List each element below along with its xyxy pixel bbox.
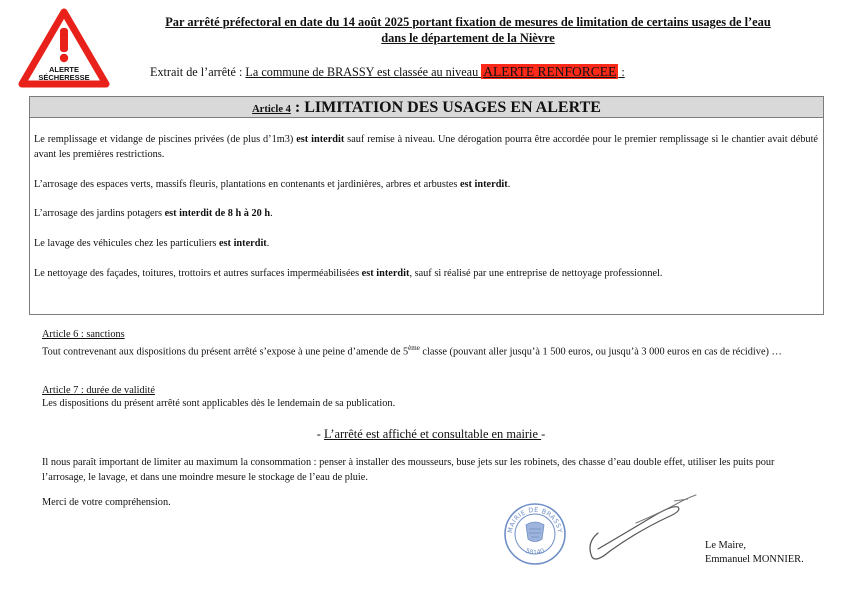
prefectoral-order-title <box>118 14 818 46</box>
rule-text: L’arrosage des jardins potagers <box>34 208 165 219</box>
article-6-title: Article 6 : sanctions <box>42 329 125 340</box>
rule-bold: est interdit <box>296 134 345 145</box>
title-line-1: Par arrêté préfectoral en date du 14 août 2025 portant fixation de mesures de limitation de certains usages de l’eau <box>165 15 771 29</box>
signer-name: Emmanuel MONNIER. <box>705 554 804 565</box>
extract-commune: La commune de BRASSY est classée au niveau <box>245 65 482 79</box>
rule-text: , sauf si réalisé par une entreprise de nettoyage professionnel. <box>409 268 663 279</box>
stamp-seal-icon <box>500 501 570 565</box>
alert-secheresse-sign <box>18 8 110 88</box>
notice-dash-right: - <box>541 427 546 441</box>
article-4-box <box>29 96 824 315</box>
article-6-superscript: ème <box>408 344 420 352</box>
notice-text: L’arrêté est affiché et consultable en mairie <box>324 427 542 441</box>
rule-bold: est interdit <box>361 268 410 279</box>
thanks-line: Merci de votre compréhension. <box>42 497 171 508</box>
rule-bold: est interdit <box>459 179 508 190</box>
notice-dash-left: - <box>316 427 324 441</box>
rule-pools <box>34 133 818 162</box>
rule-text: . <box>270 208 273 219</box>
town-hall-stamp <box>500 501 570 565</box>
article-6-section <box>42 328 820 359</box>
display-notice <box>0 427 842 442</box>
extract-line <box>150 64 625 80</box>
article-7-title: Article 7 : durée de validité <box>42 385 155 396</box>
rule-text: Le lavage des véhicules chez les particuliers <box>34 238 219 249</box>
rule-text: Le remplissage et vidange de piscines privées (de plus d’1m3) <box>34 134 297 145</box>
article-4-header <box>30 97 823 118</box>
article-6-text <box>42 341 820 359</box>
extract-prefix: Extrait de l’arrêté : <box>150 65 246 79</box>
article-7-text: Les dispositions du présent arrêté sont applicables dès le lendemain de sa publication. <box>42 398 396 409</box>
article-6-text-part: classe (pouvant aller jusqu’à 1 500 euros, ou jusqu’à 3 000 euros en cas de récidive) … <box>419 346 782 358</box>
rule-bold: est interdit <box>218 238 267 249</box>
rule-text: . <box>266 238 270 249</box>
article-7-section <box>42 384 820 411</box>
rule-bold: est interdit de 8 h à 20 h <box>164 208 271 219</box>
article-4-colon: : <box>290 99 305 116</box>
rule-vehicle-washing <box>34 237 818 252</box>
signer-role: Le Maire, <box>705 540 746 551</box>
signer-block <box>705 539 804 567</box>
article-4-label: Article 4 <box>252 104 291 115</box>
article-6-text-part: Tout contrevenant aux dispositions du présent arrêté s’expose à une peine d’amende de 5 <box>42 346 409 358</box>
rule-vegetable-gardens <box>34 207 818 222</box>
title-line-2: dans le département de la Nièvre <box>381 31 555 45</box>
sign-line-2: SÉCHERESSE <box>38 73 90 82</box>
rule-text: L’arrosage des espaces verts, massifs fleuris, plantations en contenants et jardinières, arbres et arbustes <box>34 179 460 190</box>
rule-text: . <box>507 179 511 190</box>
mayor-signature <box>576 493 702 565</box>
svg-text:MAIRIE DE BRASSY: MAIRIE DE BRASSY <box>505 505 564 534</box>
rule-green-spaces <box>34 178 818 193</box>
extract-suffix: : <box>618 65 625 79</box>
alert-level-badge: ALERTE RENFORCEE <box>483 64 617 79</box>
rule-surface-cleaning <box>34 267 818 282</box>
article-4-title: LIMITATION DES USAGES EN ALERTE <box>304 99 601 116</box>
signature-scribble <box>576 493 702 565</box>
water-saving-advice: Il nous paraît important de limiter au maximum la consommation : penser à installer des mousseurs, buse jets sur les robinets, des chasse d’eau double effet, utiliser les puits pour l’arrosage, le lavage, et dans une moindre mesure le stockage de l’eau de pluie. <box>42 457 775 483</box>
sign-line-1: ALERTE <box>49 65 79 74</box>
rule-text: sauf remise à niveau. Une dérogation pourra être accordée pour le premier remplissage si le chantier avait débuté avant les premières restrictions. <box>34 134 818 160</box>
svg-text:58140: 58140 <box>524 546 546 557</box>
rule-text: Le nettoyage des façades, toitures, trottoirs et autres surfaces imperméabilisées <box>34 268 362 279</box>
